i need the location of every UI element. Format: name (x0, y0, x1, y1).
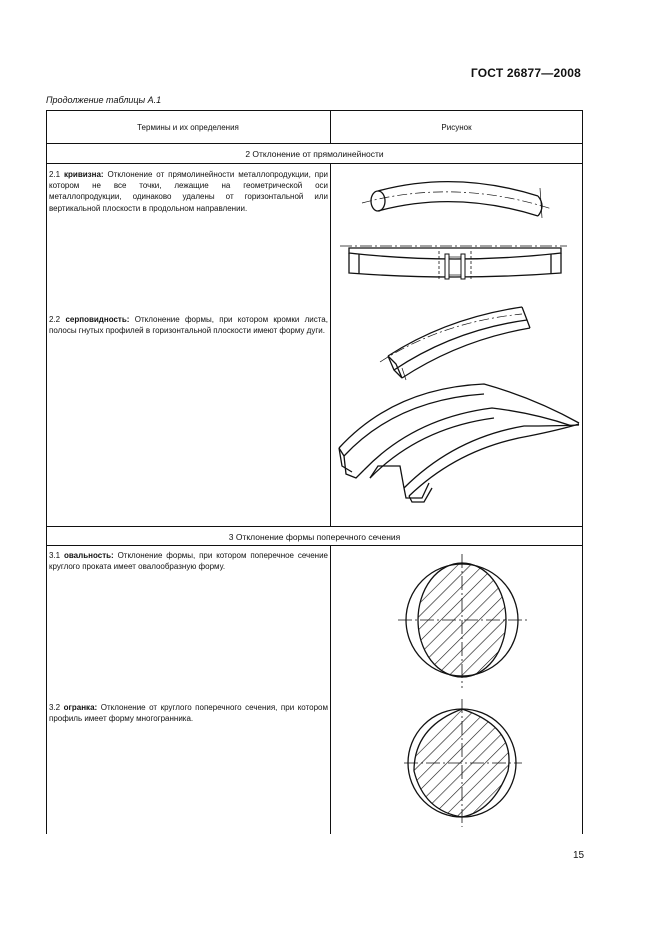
crescent-channel-figure (372, 300, 542, 385)
table-left-border (46, 110, 47, 834)
term-name: серповидность: (65, 315, 130, 324)
bowed-beam-figure (335, 237, 575, 282)
column-header-figure: Рисунок (441, 123, 472, 132)
term-definition: Отклонение от прямолинейности металлопродукции, при котором не все точки, лежащие на геометрической оси металлопродукции, одинаково удалены от горизонтальной или вертикальной плоскости в продольном направлении. (49, 170, 328, 213)
term-name: кривизна: (64, 170, 104, 179)
column-divider (330, 545, 331, 834)
term-definition: Отклонение формы, при котором кромки листа, полосы гнутых профилей в горизонтальной плоскости имеют форму дуги. (49, 315, 328, 336)
term-entry (49, 314, 328, 336)
term-entry (49, 169, 328, 214)
term-entry (49, 550, 328, 572)
corrugated-sheet-figure (334, 378, 582, 510)
ovality-cross-section-figure (394, 552, 534, 692)
table-right-border (582, 110, 583, 834)
section-title: 3 Отклонение формы поперечного сечения (228, 532, 401, 542)
column-header-terms: Термины и их определения (137, 123, 239, 132)
faceting-cross-section-figure (398, 697, 528, 832)
term-definition: Отклонение от круглого поперечного сечения, при котором профиль имеет форму многогранника. (49, 703, 328, 724)
term-definition: Отклонение формы, при котором поперечное сечение круглого проката имеет овалообразную форму. (49, 551, 328, 572)
term-number: 2.1 (49, 170, 61, 179)
table-header-bottom-border (46, 143, 583, 144)
term-number: 3.2 (49, 703, 61, 712)
table-top-border (46, 110, 583, 111)
section-3-title-bottom-border (46, 545, 583, 546)
term-number: 3.1 (49, 551, 61, 560)
section-2-bottom-border (46, 163, 583, 164)
term-name: овальность: (63, 551, 114, 560)
page-number: 15 (573, 850, 585, 861)
term-number: 2.2 (49, 315, 61, 324)
document-code: ГОСТ 26877—2008 (470, 66, 581, 80)
section-3-top-border (46, 526, 583, 527)
term-entry (49, 702, 328, 724)
section-title: 2 Отклонение от прямолинейности (245, 149, 384, 159)
curved-tube-figure (360, 168, 555, 218)
table-continuation-caption: Продолжение таблицы А.1 (46, 95, 162, 105)
column-divider (330, 163, 331, 526)
term-name: огранка: (63, 703, 98, 712)
